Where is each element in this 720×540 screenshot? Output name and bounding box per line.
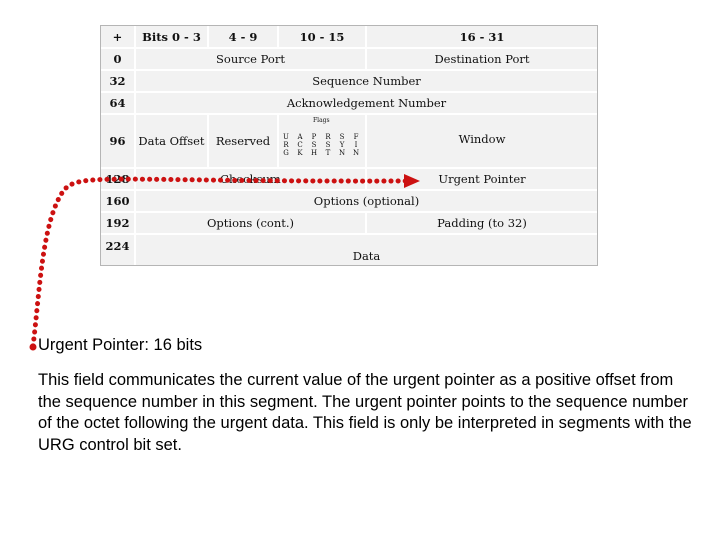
- flag-psh: P S H: [310, 133, 318, 157]
- urgent-pointer-field: Urgent Pointer: [438, 172, 526, 186]
- reserved: Reserved: [215, 134, 271, 148]
- arrowhead-icon: [404, 174, 420, 188]
- description-title: Urgent Pointer: 16 bits: [38, 336, 203, 354]
- flag-syn: S Y N: [338, 133, 346, 157]
- offset-0: 0: [113, 52, 122, 66]
- offset-96: 96: [109, 134, 126, 148]
- offset-32: 32: [109, 74, 126, 88]
- offset-128: 128: [105, 172, 130, 186]
- flag-ack: A C K: [297, 133, 303, 157]
- offset-192: 192: [105, 216, 130, 230]
- offset-224: 224: [105, 239, 130, 253]
- window: Window: [458, 132, 506, 146]
- sequence-number: Sequence Number: [312, 74, 421, 88]
- source-port: Source Port: [216, 52, 285, 66]
- options-cont: Options (cont.): [207, 216, 294, 230]
- data-offset: Data Offset: [138, 134, 205, 148]
- callout-anchor-dot: [30, 344, 37, 351]
- header-bits-4-9: 4 - 9: [228, 29, 258, 44]
- checksum: Checksum: [220, 172, 281, 186]
- offset-64: 64: [109, 96, 126, 110]
- data-field: Data: [352, 249, 381, 263]
- flag-urg: U R G: [283, 133, 289, 157]
- padding: Padding (to 32): [437, 216, 527, 230]
- offset-160: 160: [105, 194, 130, 208]
- header-bits-16-31: 16 - 31: [459, 29, 505, 44]
- flag-fin: F I N: [352, 133, 360, 157]
- description-body: This field communicates the current value of the urgent pointer as a positive offset from the sequence number in this segment. The urgent pointer points to the sequence number of the octet following the urgent data. This field is only be interpreted in segments with the URG control bit set.: [38, 371, 692, 454]
- options-optional: Options (optional): [313, 194, 420, 208]
- header-bits-10-15: 10 - 15: [299, 29, 345, 44]
- flags-label: Flags: [313, 117, 330, 124]
- destination-port: Destination Port: [434, 52, 530, 66]
- dotted-connector-line: [33, 179, 410, 346]
- header-bits-0-3: Bits 0 - 3: [142, 29, 201, 44]
- header-plus: +: [112, 29, 123, 44]
- flag-rst: R S T: [325, 133, 331, 157]
- acknowledgement-number: Acknowledgement Number: [286, 96, 447, 110]
